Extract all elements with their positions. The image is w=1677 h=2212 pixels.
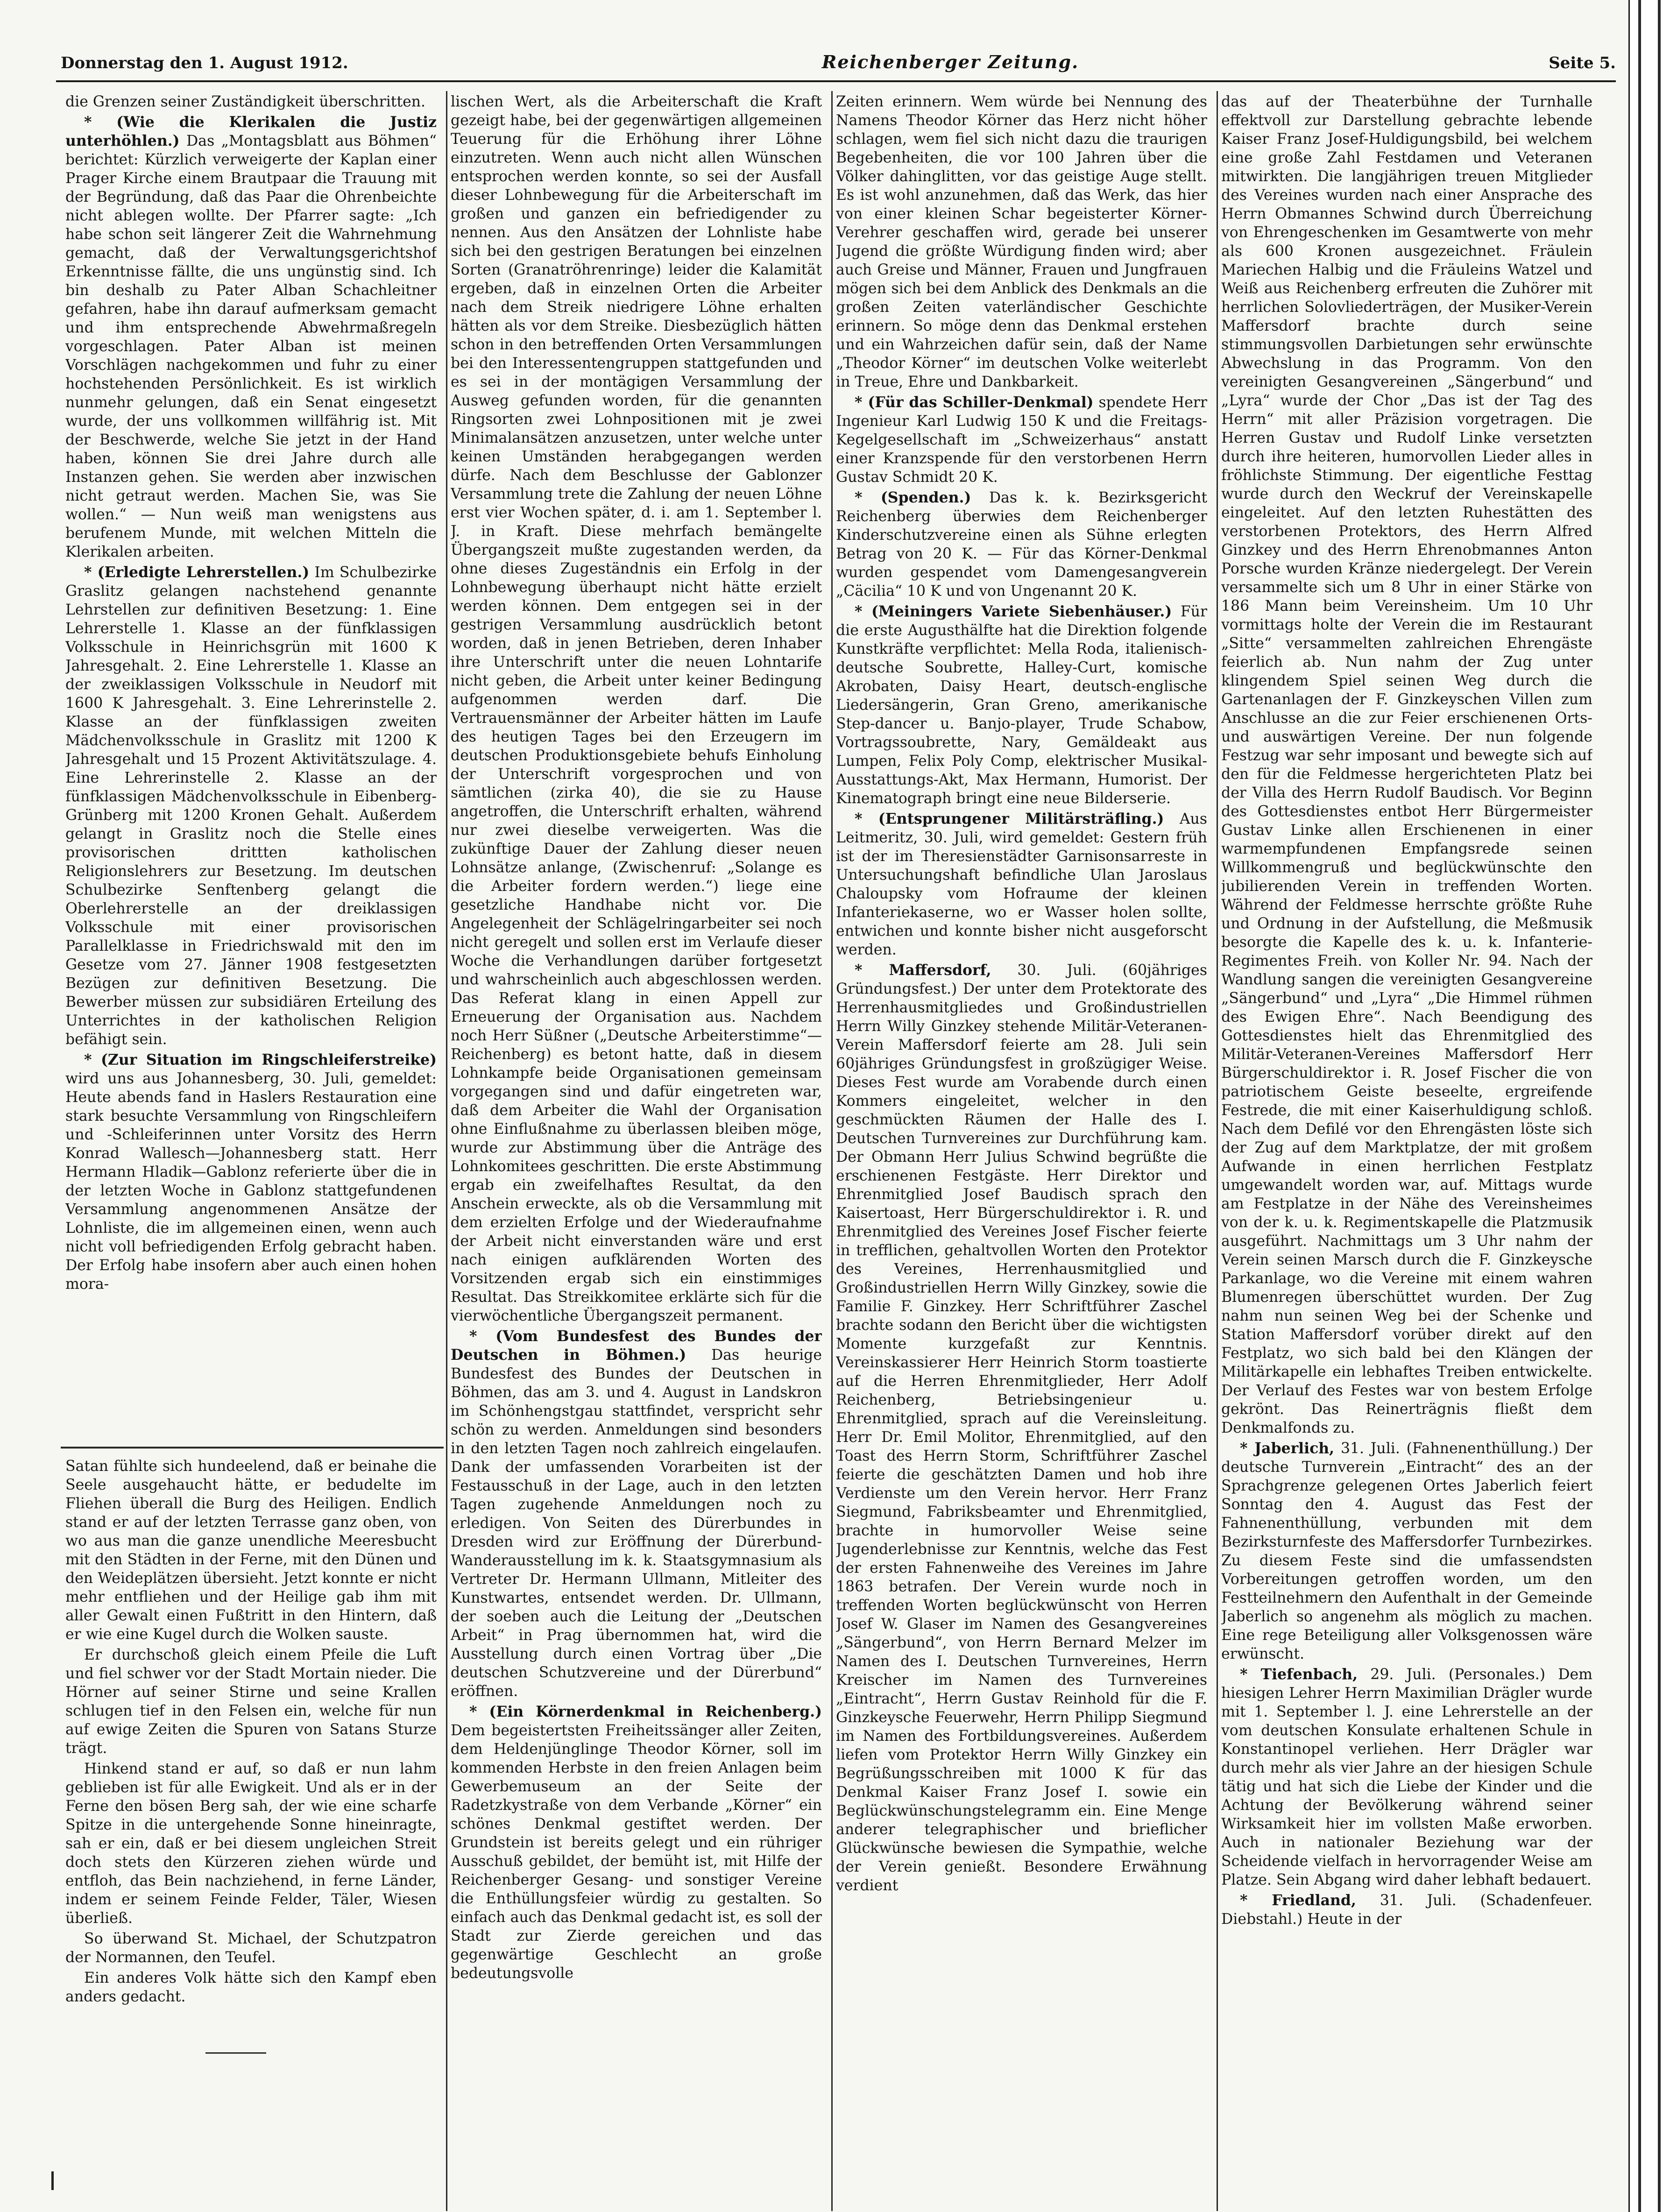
article-text: die Grenzen seiner Zuständigkeit überschritten. <box>65 93 426 110</box>
column-3 <box>836 92 1207 2180</box>
column-1-top <box>65 92 437 1442</box>
page-number: Seite 5. <box>1549 54 1616 72</box>
article-text: Zeiten erinnern. Wem würde bei Nennung des Namens Theodor Körner das Herz nicht höher schlagen, wem fiel sich nicht dazu die traurigen Begebenheiten, die vor 100 Jahren über die Völker dahinglitten, vor das geistige Auge stellt. Es ist wohl anzunehmen, daß das Werk, das hier von einer kleinen Schar begeisterter Körner-Verehrer geschaffen wird, gerade bei unserer Jugend die größte Würdigung finden wird; aber auch Greise und Männer, Frauen und Jungfrauen mögen sich bei dem Anblick des Denkmals an die großen Zeiten vaterländischer Geschichte erinnern. So möge denn das Denkmal erstehen und ein Wahrzeichen dafür sein, daß der Name „Theodor Körner“ im deutschen Volke weiterlebt in Treue, Ehre und Dankbarkeit. <box>836 93 1207 390</box>
edge-line <box>1658 0 1661 2212</box>
article-heading: * (Erledigte Lehrerstellen.) <box>84 564 310 581</box>
article-paragraph <box>451 1703 822 1983</box>
article-paragraph <box>1221 1665 1592 1889</box>
column-divider <box>446 91 447 2211</box>
article-paragraph <box>65 563 437 1049</box>
article-text: spendete Herr Ingenieur Karl Ludwig 150 K und die Freitags-Kegelgesellschaft im „Schweizerhaus“ anstatt einer Kranzspende für den verstorbenen Herrn Gustav Schmidt 20 K. <box>836 394 1207 486</box>
article-text: So überwand St. Michael, der Schutzpatron der Normannen, den Teufel. <box>65 1930 437 1966</box>
article-text: Das k. k. Bezirksgericht Reichenberg überwies dem Reichenberger Kinderschutzvereine einen als Sühne erlegten Betrag von 20 K. — Für das Körner-Denkmal wurden gespendet vom Damengesangverein „Cäcilia“ 10 K und von Ungenannt 20 K. <box>836 489 1207 600</box>
article-heading: * (Meiningers Variete Siebenhäuser.) <box>855 603 1172 620</box>
article-paragraph <box>65 1646 437 1758</box>
article-paragraph <box>65 1457 437 1644</box>
article-heading: * (Für das Schiller-Denkmal) <box>855 394 1094 411</box>
article-paragraph <box>836 92 1207 391</box>
article-heading: * Tiefenbach, <box>1240 1666 1358 1683</box>
article-paragraph <box>65 1051 437 1293</box>
article-paragraph <box>65 1969 437 2006</box>
article-paragraph <box>65 92 437 111</box>
article-text: Das „Montagsblatt aus Böhmen“ berichtet: Kürzlich verweigerte der Kaplan einer Prager Kirche einem Brautpaar die Trauung mit der Begründung, daß das Paar die Ohrenbeichte nicht ablegen wollte. Der Pfarrer sagte: „Ich habe schon seit längerer Zeit die Wahrnehmung gemacht, daß der Verwaltungsgerichtshof Erkenntnisse fällte, die uns ungünstig sind. Ich bin deshalb zu Pater Alban Schachleitner gefahren, habe ihn darauf aufmerksam gemacht und ihm entsprechende Abwehrmaßregeln vorgeschlagen. Pater Alban ist meinen Vorschlägen nachgekommen und fuhr zu einer hochstehenden Persönlichkeit. Es ist wirklich nunmehr gelungen, daß ein Senat eingesetzt wurde, der uns vollkommen willfährig ist. Mit der Beschwerde, welche Sie jetzt in der Hand haben, können Sie drei Jahre durch alle Instanzen gehen. Sie werden aber inzwischen nicht getraut werden. Machen Sie, was Sie wollen.“ — Nun weiß man wenigstens aus berufenem Munde, mit welchen Mitteln die Klerikalen arbeiten. <box>65 133 437 560</box>
end-rule <box>205 2052 266 2054</box>
article-text: 31. Juli. (Schadenfeuer. Diebstahl.) Heute in der <box>1221 1892 1592 1928</box>
article-paragraph <box>836 810 1207 959</box>
column-1-bottom <box>65 1457 437 2036</box>
article-heading: * (Wie die Klerikalen die Justiz unterhöhlen.) <box>65 113 437 149</box>
article-text: Satan fühlte sich hundeelend, daß er beinahe die Seele ausgehaucht hätte, er bedudelte im Fliehen überall die Burg des Heiligen. Endlich stand er auf der letzten Terrasse ganz oben, von wo aus man die ganze unendliche Meeresbucht mit den Städten in der Ferne, mit den Dünen und den Weideplätzen übersieht. Jetzt konnte er nicht mehr entfliehen und der Heilige gab ihm mit aller Gewalt einen Fußtritt in den Hintern, daß er wie eine Kugel durch die Wolken sauste. <box>65 1458 437 1643</box>
header-rule <box>56 80 1616 82</box>
newspaper-title: Reichenberger Zeitung. <box>821 51 1079 72</box>
article-text: Er durchschoß gleich einem Pfeile die Luft und fiel schwer vor der Stadt Mortain nieder. Die Hörner auf seiner Stirne und seine Krallen schlugen tief in den Felsen ein, welche für nun auf ewige Zeiten die Spuren von Satans Sturze trägt. <box>65 1647 437 1757</box>
article-heading: * (Spenden.) <box>855 489 971 506</box>
issue-date: Donnerstag den 1. August 1912. <box>61 54 348 72</box>
article-text: Im Schulbezirke Graslitz gelangen nachstehend genannte Lehrstellen zur definitiven Besetzung: 1. Eine Lehrerstelle 1. Klasse an der fünfklassigen Volksschule in Heinrichsgrün mit 1600 K Jahresgehalt. 2. Eine Lehrerstelle 1. Klasse an der zweiklassigen Volksschule in Neudorf mit 1600 K Jahresgehalt. 3. Eine Lehrerinstelle 2. Klasse an der fünfklassigen zweiten Mädchenvolksschule in Graslitz mit 1200 K Jahresgehalt und 15 Prozent Aktivitätszulage. 4. Eine Lehrerinstelle 2. Klasse an der fünfklassigen Mädchenvolksschule in Eibenberg-Grünberg mit 1200 Kronen Gehalt. Außerdem gelangt in Graslitz noch die Stelle eines provisorischen drittten katholischen Religionslehrers zur Besetzung. Im deutschen Schulbezirke Senftenberg gelangt die Oberlehrerstelle an der dreiklassigen Volksschule mit einer provisorischen Parallelklasse in Friedrichswald mit den im Gesetze vom 27. Jänner 1908 festgesetzten Bezügen zur definitiven Besetzung. Die Bewerber müssen zur subsidiären Erteilung des Unterrichtes in der katholischen Religion befähigt sein. <box>65 564 437 1048</box>
article-text: Dem begeistertsten Freiheitssänger aller Zeiten, dem Heldenjünglinge Theodor Körner, soll im kommenden Herbste in den freien Anlagen beim Gewerbemuseum an der Seite der Radetzkystraße von dem Verbande „Körner“ ein schönes Denkmal gestiftet werden. Der Grundstein ist bereits gelegt und ein rühriger Ausschuß gebildet, der bemüht ist, mit Hilfe der Reichenberger Gesang- und sonstiger Vereine die Enthüllungsfeier würdig zu gestalten. So einfach auch das Denkmal gedacht ist, es soll der Stadt zur Zierde gereichen und das gegenwärtige Geschlecht an große bedeutungsvolle <box>451 1722 822 1982</box>
article-text: das auf der Theaterbühne der Turnhalle effektvoll zur Darstellung gebrachte lebende Kaiser Franz Josef-Huldigungsbild, bei welchem eine große Zahl Festdamen und Veteranen mitwirkten. Die langjährigen treuen Mitglieder des Vereines wurden nach einer Ansprache des Herrn Obmannes Schwind durch Überreichung von Ehrengeschenken im Gesamtwerte von mehr als 600 Kronen ausgezeichnet. Fräulein Mariechen Halbig und die Fräuleins Watzel und Weiß aus Reichenberg erfreuten die Zuhörer mit herrlichen Solovliederträgen, der Musiker-Verein Maffersdorf brachte durch seine stimmungsvollen Darbietungen sehr erwünschte Abwechslung in das Programm. Von den vereinigten Gesangvereinen „Sängerbund“ und „Lyra“ wurde der Chor „Das ist der Tag des Herrn“ mit aller Präzision vorgetragen. Die Herren Gustav und Rudolf Linke versetzten durch ihre heiteren, humorvollen Lieder alles in fröhlichste Stimmung. Der eigentliche Festtag wurde durch den Weckruf der Vereinskapelle eingeleitet. Auf den letzten Ruhestätten des verstorbenen Protektors, des Herrn Alfred Ginzkey und des Herrn Ehrenobmannes Anton Porsche wurden Kränze niedergelegt. Der Verein versammelte sich um 8 Uhr in einer Stärke von 186 Mann beim Vereinsheim. Um 10 Uhr vormittags holte der Verein die im Restaurant „Sitte“ versammelten zahlreichen Ehrengäste feierlich ab. Nun nahm der Zug unter klingendem Spiel seinen Weg durch die Gartenanlagen der F. Ginzkeyschen Villen zum Anschlusse an die zur Feier erschienenen Orts- und auswärtigen Vereine. Der nun folgende Festzug war sehr imposant und bewegte sich auf den für die Feldmesse hergerichteten Platz bei der Villa des Herrn Rudolf Baudisch. Vor Beginn des Gottesdienstes entbot Herr Bürgermeister Gustav Linke allen Erschienenen in einer warmempfundenen Empfangsrede seinen Willkommengruß und beglückwünschte den jubilierenden Verein in treffenden Worten. Während der Feldmesse herrschte größte Ruhe und Ordnung in der Aufstellung, die Meßmusik besorgte die Kapelle des k. u. k. Infanterie-Regimentes Freih. von Koller Nr. 94. Nach der Wandlung sangen die vereinigten Gesangvereine „Sängerbund“ und „Lyra“ „Die Himmel rühmen des Ewigen Ehre“. Nach Beendigung des Gottesdienstes hielt das Ehrenmitglied des Militär-Veteranen-Vereines Maffersdorf Herr Bürgerschuldirektor i. R. Josef Fischer die von patriotischem Geiste beseelte, ergreifende Festrede, die mit einer Kaiserhuldigung schloß. Nach dem Defilé vor den Ehrengästen löste sich der Zug auf dem Marktplatze, der mit großem Aufwande in einen herrlichen Festplatz umgewandelt worden war, auf. Mittags wurde am Festplatze in der Nähe des Vereinsheimes von der k. u. k. Regimentskapelle die Platzmusik ausgeführt. Nachmittags um 3 Uhr nahm der Verein seinen Marsch durch die F. Ginzkeysche Parkanlage, wo die Vereine mit einem wahren Blumenregen überschüttet wurden. Der Zug nahm nun seinen Weg bei der Schenke und Station Maffersdorf vorüber direkt auf den Festplatz, wo sich bald bei den Klängen der Militärkapelle ein lebhaftes Treiben entwickelte. Der Verlauf des Festes war von bestem Erfolge gekrönt. Das Reinerträgnis fließt dem Denkmalfonds zu. <box>1221 93 1592 1436</box>
article-heading: * Friedland, <box>1240 1892 1356 1909</box>
article-heading: * (Ein Körnerdenkmal in Reichenberg.) <box>469 1703 822 1720</box>
article-text: wird uns aus Johannesberg, 30. Juli, gemeldet: Heute abends fand in Haslers Restauration eine stark besuchte Versammlung von Ringschleifern und -Schleiferinnen unter Vorsitz des Herrn Konrad Wallesch—Johannesberg statt. Herr Hermann Hladik—Gablonz referierte über die in der letzten Woche in Gablonz stattgefundenen Versammlung angenommenen Ansätze der Lohnliste, die im allgemeinen einen, wenn auch nicht voll befriedigenden Erfolg gebracht haben. Der Erfolg habe insofern aber auch einen hohen mora- <box>65 1070 437 1293</box>
article-paragraph <box>1221 1439 1592 1663</box>
article-paragraph <box>836 602 1207 808</box>
article-paragraph <box>451 1327 822 1701</box>
article-text: Hinkend stand er auf, so daß er nun lahm geblieben ist für alle Ewigkeit. Und als er in der Ferne den bösen Berg sah, der wie eine scharfe Spitze in die untergehende Sonne hineinragte, sah er ein, daß er bei diesem ungleichen Streit doch stets den Kürzeren ziehen würde und entfloh, das Bein nachziehend, in ferne Länder, indem er seinem Feinde Felder, Täler, Wiesen überließ. <box>65 1760 437 1927</box>
article-text: Aus Leitmeritz, 30. Juli, wird gemeldet: Gestern früh ist der im Theresienstädter Garnisonsarreste in Untersuchungshaft befindliche Ulan Jaroslaus Chaloupsky vom Hofraume der kleinen Infanteriekaserne, wo er Wasser holen sollte, entwichen und konnte bisher nicht ausgeforscht werden. <box>836 811 1207 958</box>
article-text: Ein anderes Volk hätte sich den Kampf eben anders gedacht. <box>65 1970 437 2005</box>
article-heading: * (Zur Situation im Ringschleiferstreike) <box>84 1051 437 1068</box>
column-divider <box>1217 91 1218 2211</box>
article-paragraph <box>836 961 1207 1895</box>
article-text: 31. Juli. (Fahnenenthüllung.) Der deutsche Turnverein „Eintracht“ des an der Sprachgrenze gelegenen Ortes Jaberlich feiert Sonntag den 4. August das Fest der Fahnenenthüllung, verbunden mit dem Bezirksturnfeste des Maffersdorfer Turnbezirkes. Zu diesem Feste sind die umfassendsten Vorbereitungen getroffen worden, um den Festteilnehmern den Aufenthalt in der Gemeinde Jaberlich so angenehm als möglich zu machen. Eine rege Beteiligung aller Volksgenossen wäre erwünscht. <box>1221 1440 1592 1662</box>
article-text: 30. Juli. (60jähriges Gründungsfest.) Der unter dem Protektorate des Herrenhausmitgliedes und Großindustriellen Herrn Willy Ginzkey stehende Militär-Veteranen-Verein Maffersdorf feierte am 28. Juli sein 60jähriges Gründungsfest in großzügiger Weise. Dieses Fest wurde am Vorabende durch einen Kommers eingeleitet, welcher in den geschmückten Räumen der Halle des I. Deutschen Turnvereines zur Durchführung kam. Der Obmann Herr Julius Schwind begrüßte die erschienenen Festgäste. Herr Direktor und Ehrenmitglied Josef Baudisch sprach den Kaisertoast, Herr Bürgerschuldirektor i. R. und Ehrenmitglied des Vereines Josef Fischer feierte in trefflichen, gehaltvollen Worten den Protektor des Vereines, Herrenhausmitglied und Großindustriellen Herrn Willy Ginzkey, sowie die Familie F. Ginzkey. Herr Schriftführer Zaschel brachte sodann den Bericht über die wichtigsten Momente kurzgefaßt zur Kenntnis. Vereinskassierer Herr Heinrich Storm toastierte auf die Herren Ehrenmitglieder, Herr Adolf Reichenberg, Betriebsingenieur u. Ehrenmitglied, sprach auf die Vereinsleitung. Herr Dr. Emil Molitor, Ehrenmitglied, auf den Toast des Herrn Storm, Schriftführer Zaschel feierte die geschätzten Damen und hob ihre Verdienste um den Verein hervor. Herr Franz Siegmund, Fabriksbeamter und Ehrenmitglied, brachte in humorvoller Weise seine Jugenderlebnisse zur Kenntnis, welche das Fest der ersten Fahnenweihe des Vereines im Jahre 1863 betrafen. Der Verein wurde noch in treffenden Worten beglückwünscht von Herren Josef W. Glaser im Namen des Gesangvereines „Sängerbund“, von Herrn Bernard Melzer im Namen des I. Deutschen Turnvereines, Herrn Kreischer im Namen des Turnvereines „Eintracht“, Herrn Gustav Reinhold für die F. Ginzkeysche Feuerwehr, Herrn Philipp Siegmund im Namen des Fortbildungsvereines. Außerdem liefen vom Protektor Herrn Willy Ginzkey ein Begrüßungsschreiben mit 1000 K für das Denkmal Kaiser Franz Josef I. sowie ein Beglückwünschungstelegramm ein. Eine Menge anderer telegraphischer und brieflicher Glückwünsche bewiesen die Sympathie, welche der Verein genießt. Besondere Erwähnung verdient <box>836 962 1207 1894</box>
article-paragraph <box>1221 1891 1592 1929</box>
article-text: 29. Juli. (Personales.) Dem hiesigen Lehrer Herrn Maximilian Drägler wurde mit 1. September l. J. eine Lehrerstelle an der vom deutschen Konsulate erhaltenen Schule in Konstantinopel verliehen. Herr Drägler war durch mehr als vier Jahre an der hiesigen Schule tätig und hat sich die Liebe der Kinder und die Achtung der Bevölkerung während seiner Wirksamkeit hier im vollsten Maße erworben. Auch in nationaler Beziehung war der Scheidende vielfach in hervorragender Weise am Platze. Sein Abgang wird daher lebhaft bedauert. <box>1221 1666 1592 1888</box>
article-paragraph <box>451 92 822 1325</box>
article-heading: * (Entsprungener Militärsträfling.) <box>855 810 1164 827</box>
article-paragraph <box>836 488 1207 601</box>
article-paragraph <box>1221 92 1592 1437</box>
article-paragraph <box>65 1929 437 1967</box>
article-text: lischen Wert, als die Arbeiterschaft die Kraft gezeigt habe, bei der gegenwärtigen allgemeinen Teuerung für die Erhöhung ihrer Löhne einzutreten. Wenn auch nicht allen Wünschen entsprochen werden konnte, so sei der Ausfall dieser Lohnbewegung für die Arbeiterschaft im großen und ganzen ein befriedigender zu nennen. Aus den Ansätzen der Lohnliste habe sich bei den gestrigen Beratungen bei einzelnen Sorten (Granatröhrenringe) leider die Kalamität ergeben, daß in einzelnen Orten die Arbeiter nach dem Streik niedrigere Löhne erhalten hätten als vor dem Streike. Diesbezüglich hätten schon in den betreffenden Orten Versammlungen bei den Interessentengruppen stattgefunden und es sei in der montägigen Versammlung der Ausweg gefunden worden, für die genannten Ringsorten zwei Lohnpositionen mit je zwei Minimalansätzen anzusetzen, unter welche unter keinen Umständen herabgegangen werden dürfe. Nach dem Beschlusse der Gablonzer Versammlung trete die Zahlung der neuen Löhne erst vier Wochen später, d. i. am 1. September l. J. in Kraft. Diese mehrfach bemängelte Übergangszeit mußte zugestanden werden, da ohne dieses Zugeständnis ein Erfolg in der Lohnbewegung überhaupt nicht hätte erzielt werden können. Dem entgegen sei in der gestrigen Versammlung ausdrücklich betont worden, daß in jenen Betrieben, deren Inhaber ihre Unterschrift unter die neuen Lohntarife nicht geben, die Arbeit unter keiner Bedingung aufgenommen werden darf. Die Vertrauensmänner der Arbeiter hätten im Laufe des heutigen Tages bei den Erzeugern im deutschen Produktionsgebiete behufs Einholung der Unterschrift vorgesprochen und von sämtlichen (zirka 40), die sie zu Hause angetroffen, die Unterschrift erhalten, während nur zwei dieselbe verweigerten. Was die zukünftige Dauer der Zahlung dieser neuen Lohnsätze anlange, (Zwischenruf: „Solange es die Arbeiter fordern werden.“) liege eine gesetzliche Handhabe nicht vor. Die Angelegenheit der Schlägelringarbeiter sei noch nicht geregelt und sollen erst im Verlaufe dieser Woche die Verhandlungen darüber fortgesetzt und wahrscheinlich auch abgeschlossen werden. Das Referat klang in einen Appell zur Erneuerung der Organisation aus. Nachdem noch Herr Süßner („Deutsche Arbeiterstimme“—Reichenberg) es betont hatte, daß in diesem Lohnkampfe beide Organisationen gemeinsam vorgegangen sind und dafür eingetreten war, daß dem Arbeiter die Wahl der Organisation ohne Einflußnahme zu überlassen bleiben möge, wurde zur Abstimmung über die Anträge des Lohnkomitees geschritten. Die erste Abstimmung ergab ein zweifelhaftes Resultat, da den Anschein erweckte, als ob die Versammlung mit dem erzielten Erfolge und der Wiederaufnahme der Arbeit nicht einverstanden wäre und erst nach einigen aufklärenden Worten des Vorsitzenden ergab sich ein einstimmiges Resultat. Das Streikkomitee erklärte sich für die vierwöchentliche Übergangszeit permanent. <box>451 93 822 1324</box>
article-heading: * (Vom Bundesfest des Bundes der Deutschen in Böhmen.) <box>451 1328 822 1364</box>
page-header <box>61 51 1616 79</box>
article-paragraph <box>65 1760 437 1928</box>
article-text: Für die erste Augusthälfte hat die Direktion folgende Kunstkräfte verpflichtet: Mella Roda, italienisch-deutsche Soubrette, Halley-Curt, komische Akrobaten, Daisy Heart, deutsch-englische Liedersängerin, Gran Greno, amerikanische Step-dancer u. Banjo-player, Trude Schabow, Vortragssoubrette, Nary, Gemäldeakt aus Lumpen, Felix Poly Comp, elektrischer Musikal-Ausstattungs-Akt, Max Hermann, Humorist. Der Kinematograph bringt eine neue Bilderserie. <box>836 603 1207 807</box>
column-divider <box>831 91 833 2211</box>
article-text: Das heurige Bundesfest des Bundes der Deutschen in Böhmen, das am 3. und 4. August in Landskron im Schönhengstgau stattfindet, verspricht sehr schön zu werden. Anmeldungen sind besonders in den letzten Tagen noch zahlreich eingelaufen. Dank der umfassenden Vorarbeiten ist der Festausschuß in der Lage, auch in den letzten Tagen zugehende Anmeldungen noch zu erledigen. Von Seiten des Dürerbundes in Dresden wird zur Eröffnung der Dürerbund-Wanderausstellung im k. k. Staatsgymnasium als Vertreter Dr. Hermann Ullmann, Mitleiter des Kunstwartes, entsendet werden. Dr. Ullmann, der soeben auch die Leitung der „Deutschen Arbeit“ in Prag übernommen hat, wird die Ausstellung durch einen Vortrag über „Die deutschen Schutzvereine und der Dürerbund“ eröffnen. <box>451 1347 822 1700</box>
margin-mark <box>51 2171 54 2190</box>
column-2 <box>451 92 822 2180</box>
page-edge <box>1628 0 1677 2212</box>
edge-line <box>1638 0 1641 2212</box>
column-4 <box>1221 92 1592 2180</box>
article-paragraph <box>65 113 437 561</box>
article-heading: * Jaberlich, <box>1240 1440 1335 1457</box>
article-heading: * Maffersdorf, <box>855 961 991 979</box>
article-paragraph <box>836 393 1207 487</box>
section-divider <box>61 1447 444 1449</box>
